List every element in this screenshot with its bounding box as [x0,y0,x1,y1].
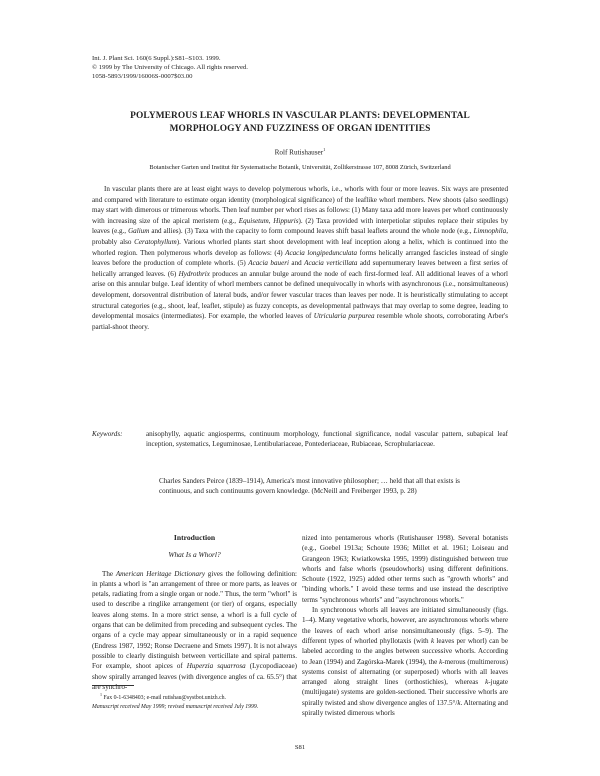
section-heading: Introduction [173,533,216,542]
footnote-dates: Manuscript received May 1999; revised manuscript received July 1999. [92,703,259,710]
right-column [302,533,508,718]
author-footnote-mark: 1 [323,147,326,152]
epigraph-quote: Charles Sanders Peirce (1839–1914), America's most innovative philosopher; … held that all that exists is continuous, and such continuums govern knowledge. (McNeill and Freiberger 1993, p. 28) [159,477,460,496]
journal-line: Int. J. Plant Sci. 160(6 Suppl.):S81–S103. 1999. [92,55,221,62]
abstract: In vascular plants there are at least eight ways to develop polymerous whorls, i.e., whorls with four or more leaves. Six ways are presented and compared with literature to estimate organ identity (morphological significance) of the leaflike whorl members. New shoots (also seedlings) may start with dimerous or trimerous whorls. Then leaf number per whorl rises as follows: (1) Many taxa add more leaves per whorl continuously with increasing size of the apical meristem (e.g., Equisetum, Hippuris). (2) Taxa provided with interpetiolar stipules replace their stipules by leaves (e.g., Galium and allies). (3) Taxa with the capacity to form compound leaves shift basal leaflets around the whole node (e.g., Limnophila, probably also Ceratophyllum). Various whorled plants start shoot development with leaf inception along a helix, which is continued into the whorled region. Then polymerous whorls develop as follows: (4) Acacia longipedunculata forms helically arranged fascicles instead of single leaves before the production of complete whorls. (5) Acacia baueri and Acacia verticillata add supernumerary leaves between a first series of helically arranged leaves. (6) Hydrothrix produces an annular bulge around the node of each first-formed leaf. All additional leaves of a whorl arise on this annular bulge. Leaf identity of whorl members cannot be defined unequivocally in whorls with asynchronous (i.e., nonsimultaneous) development, dorsoventral distribution of lateral buds, and/or fewer vascular traces than leaves per node. It is heuristically stimulating to accept structural categories (e.g., shoot, leaf, leaflet, stipule) as fuzzy concepts, as developmental pathways that may overlap to some degree, leading to developmental mosaics (intermediates). For example, the whorled leaves of Utricularia purpurea resemble whole shoots, corroborating Arber's partial-shoot theory. [92,185,509,331]
article-title [60,110,540,135]
page-number: S81 [294,744,306,751]
body-paragraph: nized into pentamerous whorls (Rutishauser 1998). Several botanists (e.g., Goebel 1913a; Schoute 1936; Millet et al. 1961; Loiseau and Grangeon 1963; Kwiatkowska 1995, 1999) distinguished between true whorls and false whorls (pseudowhorls) using different definitions. Schoute (1922, 1925) added other terms such as "growth whorls" and "binding whorls." I avoid these terms and use instead the descriptive terms "synchronous whorls" and "asynchronous whorls." [302,534,508,604]
subsection-heading: What Is a Whorl? [168,550,221,560]
title-line: MORPHOLOGY AND FUZZINESS OF ORGAN IDENTITIES [169,123,431,134]
journal-citation [92,55,248,81]
title-line: POLYMEROUS LEAF WHORLS IN VASCULAR PLANTS: DEVELOPMENTAL [130,111,470,121]
body-paragraph: The American Heritage Dictionary gives the following definition: in plants a whorl is "an arrangement of three or more parts, as leaves or petals, radiating from a single organ or node." Thus, the term "whorl" is used to describe a ringlike arrangement (or tier) of organs, especially leaves along stems. In a more strict sense, a whorl is a full cycle of organs that can be delimited from preceding and subsequent cycles. The organs of a cycle may appear simultaneously or in a rapid sequence (Endress 1987, 1992; Ronse Decraene and Smets 1997). It is not always possible to clearly distinguish between verticillate and spiral patterns. For example, shoot apices of Huperzia squarrosa (Lycopodiaceae) show spirally arranged leaves (with divergence angles of ca. 65.5°) that are synchro- [92,569,298,691]
footnote-divider [92,685,134,686]
copyright-line: © 1999 by The University of Chicago. All rights reserved. [92,63,248,71]
author-text: Rolf Rutishauser [274,148,324,157]
footnotes [92,690,297,712]
keywords-list: anisophylly, aquatic angiosperms, continuum morphology, functional significance, nodal vascular pattern, subapical leaf inception, systematics, Leguminosae, Lentibulariaceae, Pontederiaceae, Rubiaceae, Scrophulariaceae. [146,430,508,449]
keywords-block [92,429,508,450]
keywords-label: Keywords: [92,430,123,438]
body-paragraph: In synchronous whorls all leaves are initiated simultaneously (figs. 1–4). Many vegetative whorls, however, are asynchronous whorls where the leaves of each whorl arise nonsimultaneously (figs. 5–9). The different types of whorled phyllotaxis (with k leaves per whorl) can be labeled according to the angles between successive whorls. According to Jean (1994) and Zagórska-Marek (1994), the k-merous (multimerous) systems consist of alternating (or superposed) whorls with all leaves arranged along straight lines (orthostichies), whereas k-jugate (multijugate) systems are golden-sectioned. Their successive whorls are spirally twisted and show divergence angles of 137.5°/k. Alternating and spirally twisted dimerous whorls [302,606,508,718]
author-affiliation: Botanischer Garten und Institut für Systematische Botanik, Universität, Zollikerstrasse 107, 8008 Zürich, Switzerland [149,164,451,171]
left-column [92,533,297,692]
author-name [0,147,600,156]
footnote-contact: $^1$ Fax 0-1-6348403; e-mail rutishau@systbot.unizh.ch. [100,692,226,701]
issn-line: 1058-5893/1999/16006S-0007$03.00 [92,72,193,80]
